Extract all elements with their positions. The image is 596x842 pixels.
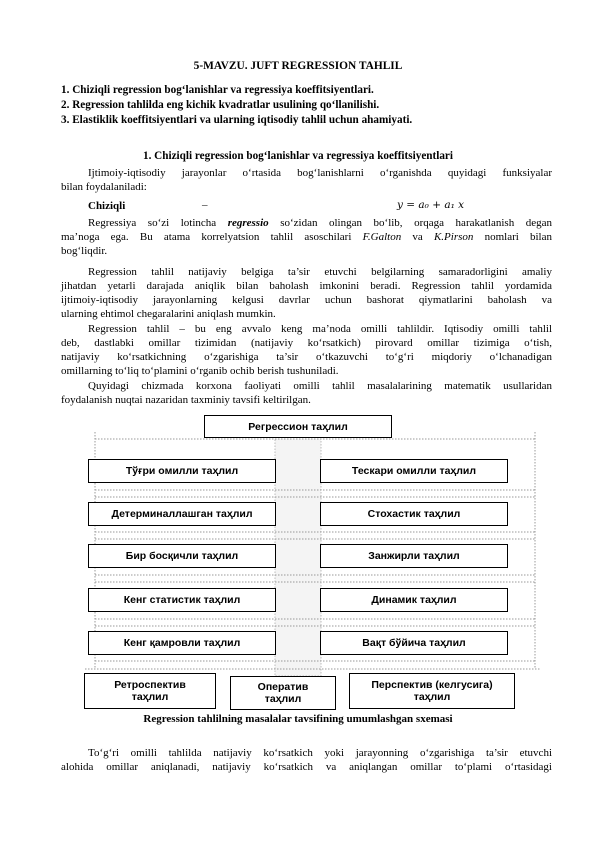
text-line: bilan foydalaniladi: (61, 181, 147, 194)
text-line: To‘g‘ri omilli tahlilda natijaviy ko‘rsatkich yoki jarayonning o‘zgarishiga ta’sir etuvchi (88, 747, 552, 759)
page-title: 5-MAVZU. JUFT REGRESSION TAHLIL (193, 60, 403, 72)
text-line: ijtimoiy-iqtisodiy jarayonlarning kelgusi davrlar uchun bashorat qiymatlarini baholash va (61, 294, 552, 307)
paragraph-etymology (61, 216, 552, 258)
text-line: foydalanish nuqtai nazaridan taxminiy tavsifi keltirilgan. (61, 394, 311, 407)
box-line: таҳлил (264, 693, 302, 705)
text-line (61, 216, 552, 230)
box-line: таҳлил (413, 691, 451, 703)
function-label: Chiziqli (88, 200, 126, 212)
text-fragment: ma’noga ega. Bu atama korrelyatsion tahlil asoschilari (61, 231, 352, 244)
text-line (61, 230, 552, 244)
diagram-box-left: Кенг статистик таҳлил (88, 588, 276, 612)
diagram-box-right: Занжирли таҳлил (320, 544, 508, 568)
text-line: jihatdan yetarli darajada aniqlik bilan baholash imkonini beradi. Regression tahlil yordamida (61, 280, 552, 293)
text-line: Quyidagi chizmada korxona faoliyati omilli tahlil masalalarining matematik usullaridan (88, 380, 552, 392)
text-fragment: so‘zidan olingan bo‘lib, orqaga harakatlanish degan (280, 217, 553, 229)
paragraph-regression-assessment (61, 265, 552, 321)
topic-item: 2. Regression tahlilda eng kichik kvadratlar usulining qo‘llanilishi. (61, 99, 380, 111)
paragraph-factor-analysis (61, 322, 552, 378)
diagram-box-left: Тўғри омилли таҳлил (88, 459, 276, 483)
text-line: omillarning to‘liq to‘plamini o‘rganib ochib berish tushuniladi. (61, 365, 339, 378)
author-galton: F.Galton (362, 231, 402, 244)
text-line: natijaviy ko‘rsatkichning o‘zgarishiga ta’sir o‘tkazuvchi to‘g‘ri miqdoriy o‘lchanadigan (61, 351, 552, 364)
diagram-box-left: Детерминаллашган таҳлил (88, 502, 276, 526)
box-line: таҳлил (131, 691, 169, 703)
text-line: ularning ehtimol chegaralarini aniqlash mumkin. (61, 308, 276, 321)
box-line: Оператив (257, 681, 309, 693)
topic-list (61, 83, 561, 128)
text-line: Ijtimoiy-iqtisodiy jarayonlar o‘rtasida bog‘lanishlarni o‘rganishda quyidagi funksiyalar (88, 167, 552, 179)
text-line: bog‘liqdir. (61, 245, 108, 258)
paragraph-diagram-intro (61, 379, 552, 407)
text-fragment: va (412, 231, 423, 244)
diagram-box-left: Бир босқичли таҳлил (88, 544, 276, 568)
diagram-box-right: Стохастик таҳлил (320, 502, 508, 526)
text-line: deb, dastlabki omillar tizimidan (natijaviy ko‘rsatkich) pirovard omillar tizimiga o‘tish, (61, 337, 552, 350)
box-line: Ретроспектив (114, 679, 186, 691)
text-line: alohida omillar aniqlanadi, natijaviy ko‘rsatkich va aniqlangan omillar to‘plami o‘rtasidagi (61, 761, 552, 774)
section-heading: 1. Chiziqli regression bog‘lanishlar va regressiya koeffitsiyentlari (142, 150, 454, 162)
author-pirson: K.Pirson (433, 231, 474, 244)
diagram-box-root: Регрессион таҳлил (204, 415, 392, 438)
text-fragment: Regressiya so‘zi lotincha (88, 217, 217, 229)
function-dash: – (202, 199, 208, 211)
text-line: Regression tahlil – bu eng avvalo keng ma’noda omilli tahlildir. Iqtisodiy omilli tahlil (88, 323, 552, 335)
paragraph-direct-factor (61, 746, 552, 774)
diagram-box-bottom (230, 676, 336, 710)
diagram-box-right: Динамик таҳлил (320, 588, 508, 612)
diagram-box-left: Кенг қамровли таҳлил (88, 631, 276, 655)
intro-paragraph (61, 166, 552, 194)
topic-item: 1. Chiziqli regression bog‘lanishlar va regressiya koeffitsiyentlari. (61, 84, 374, 96)
topic-item: 3. Elastiklik koeffitsiyentlari va ularning iqtisodiy tahlil uchun ahamiyati. (61, 114, 413, 126)
box-line: Перспектив (келгусига) (371, 679, 493, 691)
text-fragment: nomlari bilan (484, 231, 552, 244)
text-line: Regression tahlil natijaviy belgiga ta’sir etuvchi belgilarning samaradorligini amaliy (88, 266, 552, 278)
diagram-box-bottom (349, 673, 515, 709)
diagram-box-bottom (84, 673, 216, 709)
central-connector (275, 439, 321, 676)
diagram-caption: Regression tahlilning masalalar tavsifining umumlashgan sxemasi (143, 713, 453, 725)
diagram-box-right: Тескари омилли таҳлил (320, 459, 508, 483)
function-row (88, 199, 558, 215)
diagram-box-right: Вақт бўйича таҳлил (320, 631, 508, 655)
regression-formula: y = a₀ + a₁ x (397, 199, 465, 211)
term-regressio: regressio (227, 217, 269, 229)
